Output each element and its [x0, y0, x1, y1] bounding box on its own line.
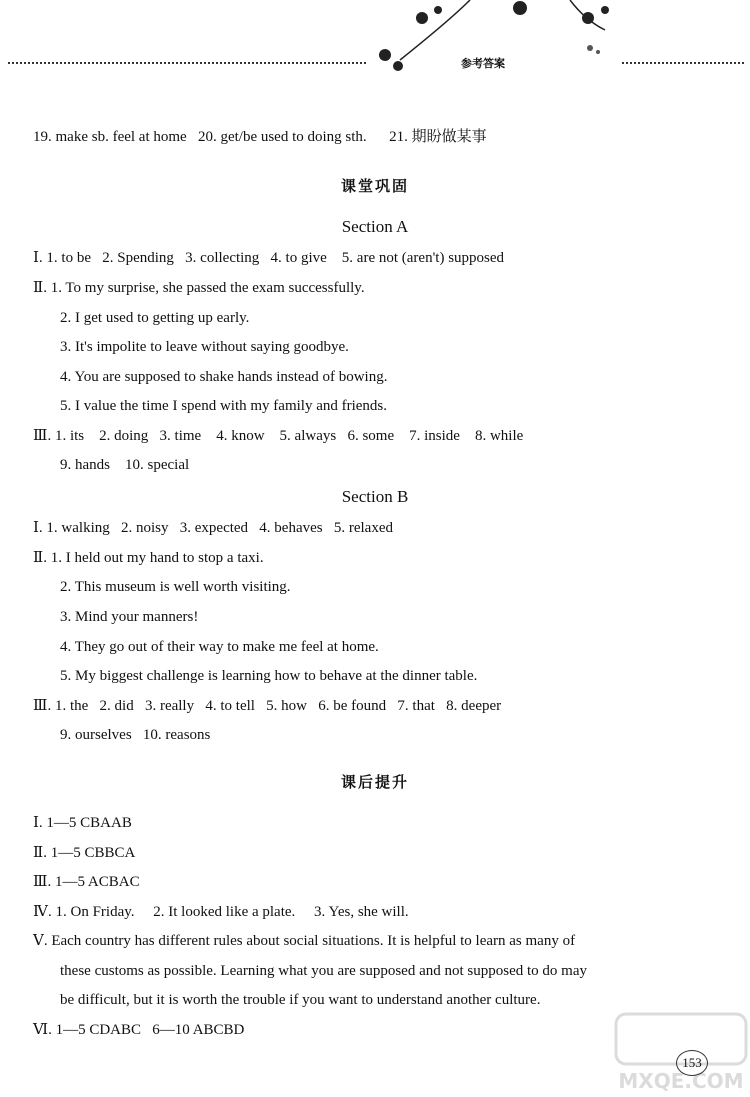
answer-line: 2. I get used to getting up early.	[60, 310, 250, 326]
answer-line: 2. This museum is well worth visiting.	[60, 579, 291, 595]
answer-line: Ⅰ. 1. walking 2. noisy 3. expected 4. behaves 5. relaxed	[33, 520, 393, 536]
answer-line: these customs as possible. Learning what you are supposed and not supposed to do may	[60, 963, 587, 979]
answer-line: 5. I value the time I spend with my family and friends.	[60, 398, 388, 414]
answer-line: Ⅱ. 1—5 CBBCA	[33, 845, 136, 861]
answer-line: 4. You are supposed to shake hands instead of bowing.	[60, 369, 388, 385]
answer-line: 4. They go out of their way to make me feel at home.	[60, 639, 379, 655]
answer-line: Ⅰ. 1. to be 2. Spending 3. collecting 4. to give 5. are not (aren't) supposed	[33, 250, 505, 266]
section-b-title: Section B	[341, 487, 409, 506]
header-rule-left	[8, 62, 366, 64]
answer-line: 3. It's impolite to leave without saying goodbye.	[60, 339, 349, 355]
answer-line: Ⅳ. 1. On Friday. 2. It looked like a plate. 3. Yes, she will.	[33, 904, 409, 920]
watermark-text: MXQE.COM	[618, 1069, 744, 1093]
header-title: 参考答案	[461, 57, 505, 70]
answer-line: 5. My biggest challenge is learning how to behave at the dinner table.	[60, 668, 478, 684]
section-title-classroom: 课堂巩固	[340, 177, 409, 195]
answer-line: Ⅲ. 1—5 ACBAC	[33, 874, 140, 890]
answer-line: be difficult, but it is worth the trouble if you want to understand another culture.	[60, 992, 541, 1008]
header-rule-right	[622, 62, 744, 64]
answer-line: 3. Mind your manners!	[60, 609, 199, 625]
answer-line: Ⅴ. Each country has different rules about social situations. It is helpful to learn as many of	[33, 933, 576, 949]
section-title-after-class: 课后提升	[340, 773, 409, 791]
answer-line: Ⅱ. 1. I held out my hand to stop a taxi.	[33, 550, 264, 566]
answer-line: Ⅱ. 1. To my surprise, she passed the exam successfully.	[33, 280, 365, 296]
answer-line: Ⅵ. 1—5 CDABC 6—10 ABCBD	[33, 1022, 245, 1038]
intro-line: 19. make sb. feel at home 20. get/be used to doing sth. 21. 期盼做某事	[33, 129, 487, 145]
answer-line: 9. hands 10. special	[60, 457, 190, 473]
page-number: 153	[676, 1050, 708, 1076]
answer-line: Ⅲ. 1. the 2. did 3. really 4. to tell 5. how 6. be found 7. that 8. deeper	[33, 698, 502, 714]
answer-line: Ⅲ. 1. its 2. doing 3. time 4. know 5. always 6. some 7. inside 8. while	[33, 428, 524, 444]
section-a-title: Section A	[341, 217, 409, 236]
header-flower-decoration	[360, 0, 620, 95]
answer-line: 9. ourselves 10. reasons	[60, 727, 211, 743]
answer-line: Ⅰ. 1—5 CBAAB	[33, 815, 132, 831]
